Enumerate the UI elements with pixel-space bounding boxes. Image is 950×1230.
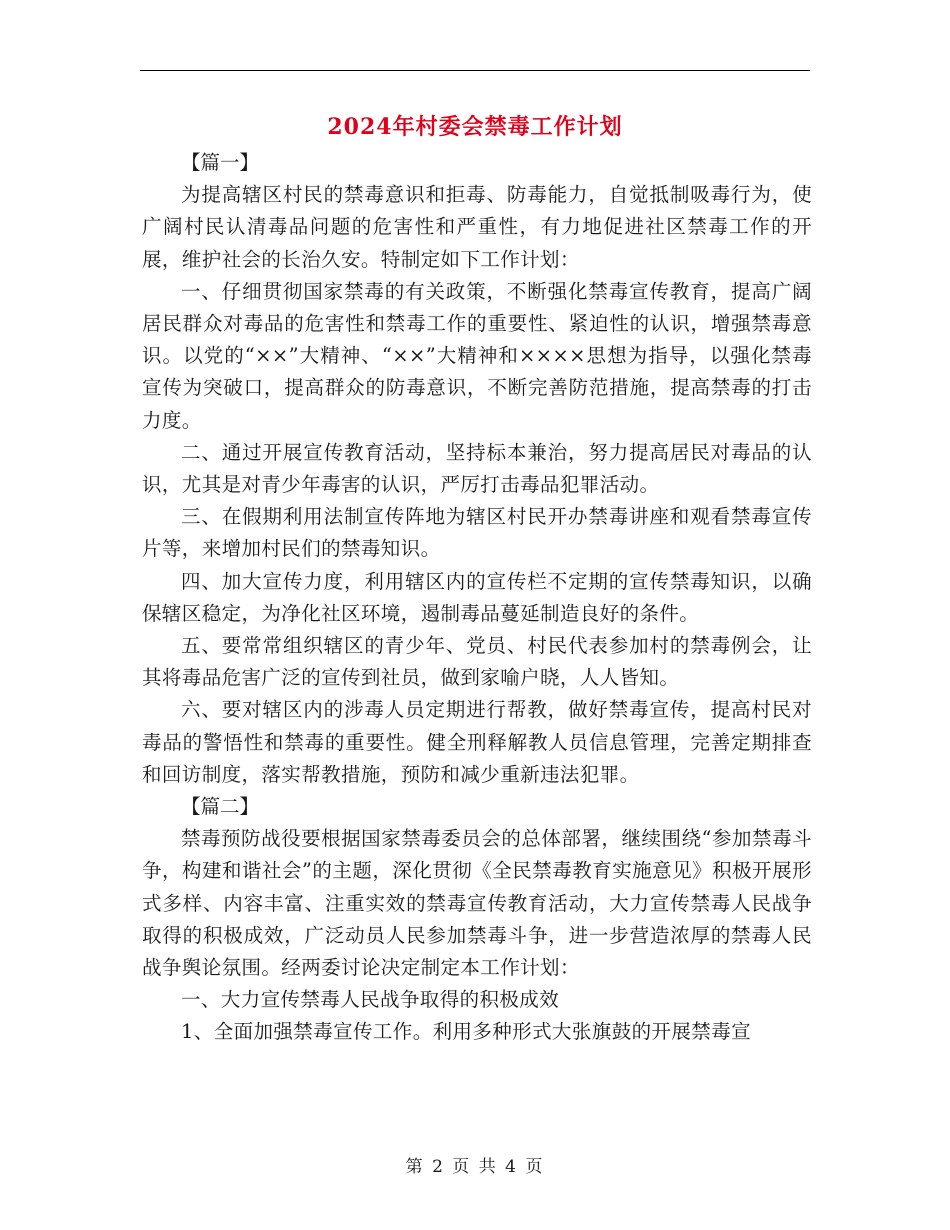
paragraph: 一、大力宣传禁毒人民战争取得的积极成效 [181, 988, 560, 1012]
page-number-footer: 第 2 页 共 4 页 [405, 1157, 545, 1177]
paragraph: 1、全面加强禁毒宣传工作。利用多种形式大张旗鼓的开展禁毒宣 [181, 1020, 752, 1044]
document-title: 2024年村委会禁毒工作计划 [327, 114, 623, 140]
paragraph: 四、加大宣传力度，利用辖区内的宣传栏不定期的宣传禁毒知识，以确保辖区稳定，为净化社区环境，遏制毒品蔓延制造良好的条件。 [142, 569, 812, 625]
header-rule [140, 70, 810, 71]
section-heading-2: 【篇二】 [181, 795, 260, 819]
paragraph: 禁毒预防战役要根据国家禁毒委员会的总体部署，继续围绕“参加禁毒斗争，构建和谐社会”的主题，深化贯彻《全民禁毒教育实施意见》积极开展形式多样、内容丰富、注重实效的禁毒宣传教育活动，大力宣传禁毒人民战争取得的积极成效，广泛动员人民参加禁毒斗争，进一步营造浓厚的禁毒人民战争舆论氛围。经两委讨论决定制定本工作计划： [142, 827, 812, 980]
paragraph: 三、在假期利用法制宣传阵地为辖区村民开办禁毒讲座和观看禁毒宣传片等，来增加村民们的禁毒知识。 [142, 505, 812, 561]
section-heading-1: 【篇一】 [181, 151, 260, 174]
paragraph: 为提高辖区村民的禁毒意识和拒毒、防毒能力，自觉抵制吸毒行为，使广阔村民认清毒品问题的危害性和严重性，有力地促进社区禁毒工作的开展，维护社会的长治久安。特制定如下工作计划： [142, 183, 812, 271]
paragraph: 五、要常常组织辖区的青少年、党员、村民代表参加村的禁毒例会，让其将毒品危害广泛的宣传到社员，做到家喻户晓，人人皆知。 [142, 634, 812, 690]
paragraph: 二、通过开展宣传教育活动，坚持标本兼治，努力提高居民对毒品的认识，尤其是对青少年毒害的认识，严厉打击毒品犯罪活动。 [142, 440, 812, 497]
paragraph: 一、仔细贯彻国家禁毒的有关政策，不断强化禁毒宣传教育，提高广阔居民群众对毒品的危害性和禁毒工作的重要性、紧迫性的认识，增强禁毒意识。以党的“××”大精神、“××”大精神和××××思想为指导，以强化禁毒宣传为突破口，提高群众的防毒意识，不断完善防范措施，提高禁毒的打击力度。 [142, 279, 812, 432]
document-body [142, 147, 812, 1049]
paragraph: 六、要对辖区内的涉毒人员定期进行帮教，做好禁毒宣传，提高村民对毒品的警悟性和禁毒的重要性。健全刑释解教人员信息管理，完善定期排查和回访制度，落实帮教措施，预防和减少重新违法犯罪。 [142, 698, 812, 786]
